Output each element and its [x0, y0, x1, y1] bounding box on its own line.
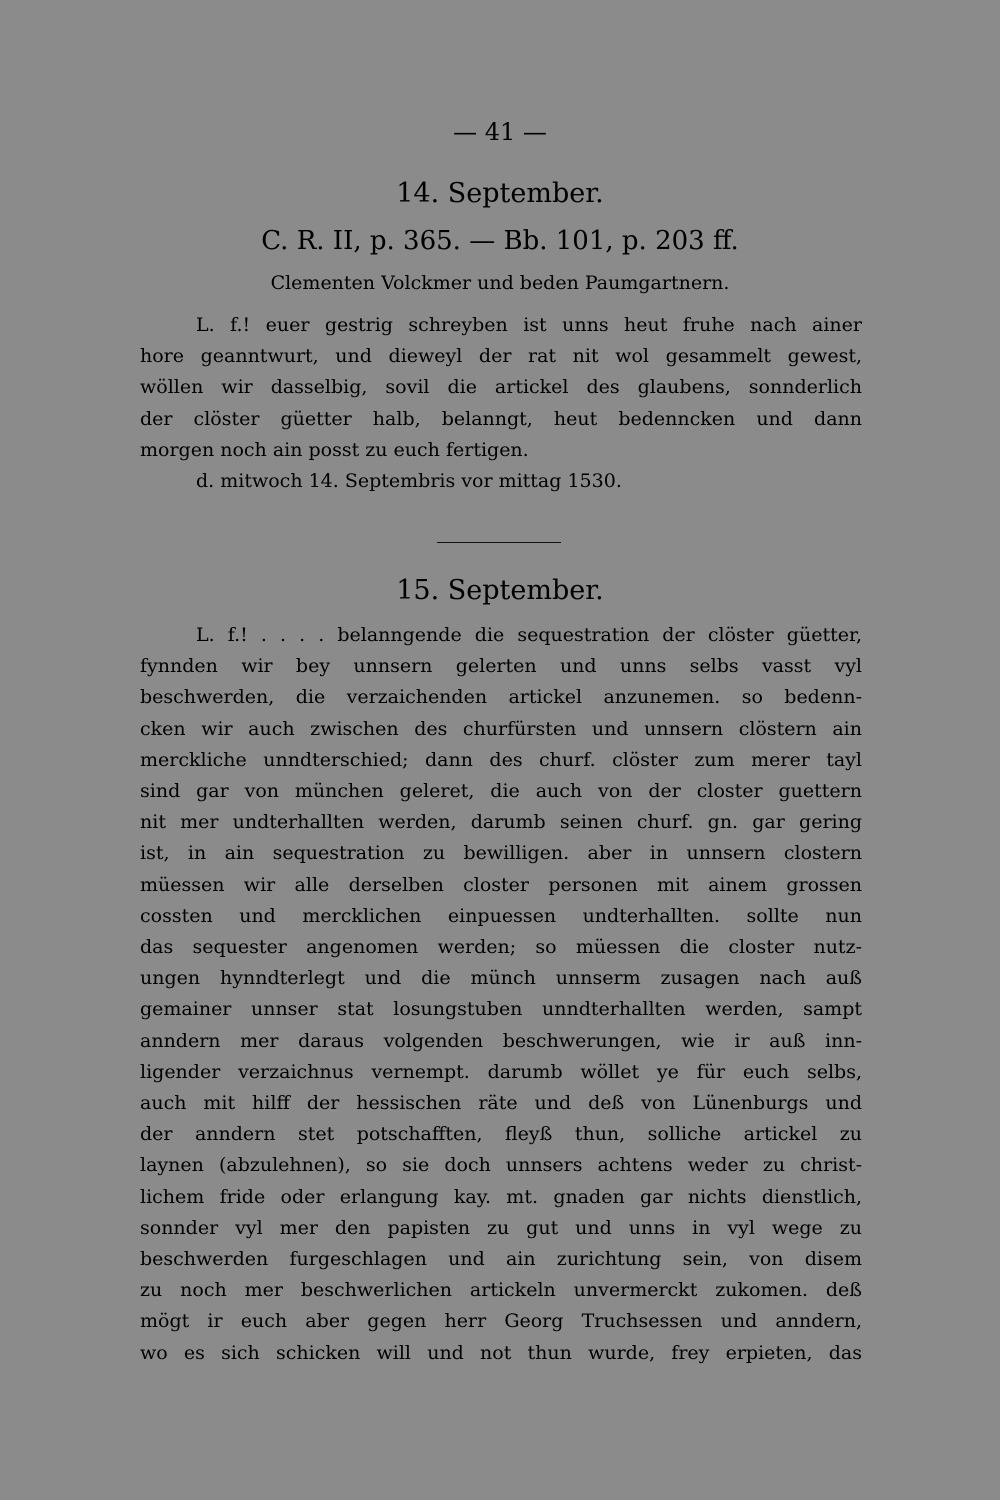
text-line: beschwerden furgeschlagen und ain zurichtung sein, von disem	[140, 1248, 862, 1271]
text-line: beschwerden, die verzaichenden artickel anzunemen. so bedenn-	[140, 686, 862, 709]
text-line: gemainer unnser stat losungstuben unndterhallten werden, sampt	[140, 998, 862, 1021]
text-line: lichem fride oder erlangung kay. mt. gnaden gar nichts dienstlich,	[140, 1185, 862, 1208]
text-line: L. f.! euer gestrig schreyben ist unns heut fruhe nach ainer	[196, 314, 862, 336]
text-line: ist, in ain sequestration zu bewilligen. aber in unnsern clostern	[140, 842, 862, 865]
text-line: wo es sich schicken will und not thun wurde, frey erpieten, das	[140, 1341, 862, 1364]
text-line: ligender verzaichnus vernempt. darumb wöllet ye für euch selbs,	[140, 1060, 862, 1083]
text-line: sind gar von münchen geleret, die auch von der closter guettern	[140, 780, 862, 803]
text-line: nit mer undterhallten werden, darumb seinen churf. gn. gar gering	[140, 811, 862, 834]
text-line: hore geanntwurt, und dieweyl der rat nit wol gesammelt gewest,	[140, 345, 862, 368]
section-divider	[437, 542, 561, 543]
text-line: müessen wir alle derselben closter personen mit ainem grossen	[140, 873, 862, 896]
text-line: das sequester angenomen werden; so müessen die closter nutz-	[140, 936, 862, 959]
date-line: d. mitwoch 14. Septembris vor mittag 1530.	[196, 470, 622, 493]
letter-paragraph-1	[140, 310, 862, 497]
text-line: wöllen wir dasselbig, sovil die artickel des glaubens, sonnderlich	[140, 376, 862, 399]
text-line: der clöster güetter halb, belanngt, heut bedennсken und dann	[140, 407, 862, 430]
addressee-line: Clementen Volckmer und beden Paumgartnern.	[270, 272, 730, 294]
text-line: zu noch mer beschwerlichen artickeln unvermerckt zukomen. deß	[140, 1279, 862, 1302]
section-heading-15-september: 15. September.	[396, 575, 604, 606]
text-line: mögt ir euch aber gegen herr Georg Truchsessen und anndern,	[140, 1310, 862, 1333]
page-number: — 41 —	[453, 118, 547, 146]
text-line: mercklіche unndterschied; dann des churf. clöster zum merer tayl	[140, 748, 862, 771]
source-reference: C. R. II, p. 365. — Bb. 101, p. 203 ff.	[261, 226, 739, 256]
letter-paragraph-2	[140, 620, 862, 1369]
text-line: L. f.! . . . . belanngende die sequestration der clöster güetter,	[196, 624, 862, 646]
text-line: anndern mer daraus volgenden beschwerungen, wie ir auß inn-	[140, 1029, 862, 1052]
text-line: cken wir auch zwischen des churfürsten und unnsern clöstern ain	[140, 717, 862, 740]
text-line: cossten und mercklichen einpuessen undterhallten. sollte nun	[140, 904, 862, 927]
text-line: fynnden wir bey unnsern gelerten und unns selbs vasst vyl	[140, 655, 862, 678]
text-line: der anndern stet potschafften, fleyß thun, solliche artickel zu	[140, 1123, 862, 1146]
text-line: auch mit hilff der hessischen räte und deß von Lünenburgs und	[140, 1092, 862, 1115]
text-line: laynen (abzulehnen), so sie doch unnsers achtens weder zu christ-	[140, 1154, 862, 1177]
text-line: sonnder vyl mer den papisten zu gut und unns in vyl wege zu	[140, 1216, 862, 1239]
text-line: morgen noch ain posst zu euch fertigen.	[140, 438, 529, 461]
text-line: ungen hynndterlegt und die münch unnserm zusagen nach auß	[140, 967, 862, 990]
section-heading-14-september: 14. September.	[396, 178, 604, 209]
